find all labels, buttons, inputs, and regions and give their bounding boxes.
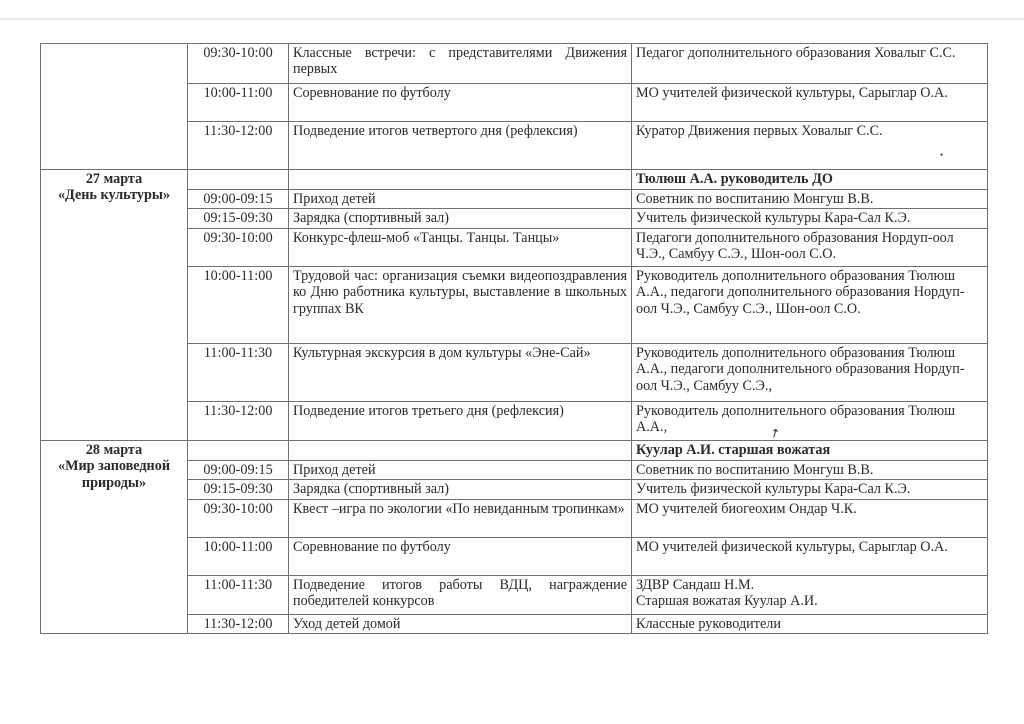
time-cell: 10:00-11:00 <box>188 84 289 122</box>
activity-cell: Подведение итогов работы ВДЦ, награждение победителей конкурсов <box>289 576 632 615</box>
day-date: 27 марта <box>85 171 143 187</box>
day-lead: Куулар А.И. старшая вожатая <box>632 441 988 461</box>
time-cell: 09:15-09:30 <box>188 480 289 500</box>
day-cell-27 <box>41 170 188 441</box>
activity-cell: Культурная экскурсия в дом культуры «Эне-Сай» <box>289 344 632 402</box>
responsible-cell: МО учителей физической культуры, Сарыглар О.А. <box>632 84 988 122</box>
time-cell-empty <box>188 170 289 190</box>
activity-cell: Квест –игра по экологии «По невиданным тропинкам» <box>289 500 632 538</box>
activity-cell: Подведение итогов третьего дня (рефлексия) <box>289 402 632 441</box>
responsible-cell: Руководитель дополнительного образования Тюлюш А.А., педагоги дополнительного образования Нордуп-оол Ч.Э., Самбуу С.Э., Шон-оол С.О. <box>632 267 988 344</box>
pen-mark-icon: ↗ <box>766 424 783 442</box>
table-row <box>41 441 988 461</box>
day-date: 28 марта <box>85 442 143 458</box>
activity-cell: Зарядка (спортивный зал) <box>289 209 632 229</box>
time-cell: 09:30-10:00 <box>188 500 289 538</box>
scan-artifact-line <box>0 18 1024 20</box>
time-cell: 11:30-12:00 <box>188 402 289 441</box>
activity-cell: Классные встречи: с представителями Движения первых <box>289 44 632 84</box>
day-theme: «День культуры» <box>57 187 171 204</box>
activity-cell-empty <box>289 170 632 190</box>
time-cell: 11:00-11:30 <box>188 576 289 615</box>
table-row <box>41 44 988 84</box>
time-cell: 09:30-10:00 <box>188 229 289 267</box>
responsible-cell: Учитель физической культуры Кара-Сал К.Э. <box>632 209 988 229</box>
responsible-cell: МО учителей физической культуры, Сарыглар О.А. <box>632 538 988 576</box>
activity-cell: Трудовой час: организация съемки видеопоздравления ко Дню работника культуры, выставление в школьных группах ВК <box>289 267 632 344</box>
responsible-cell: Учитель физической культуры Кара-Сал К.Э. <box>632 480 988 500</box>
activity-cell: Зарядка (спортивный зал) <box>289 480 632 500</box>
time-cell: 09:30-10:00 <box>188 44 289 84</box>
day-theme: «Мир заповедной природы» <box>57 458 170 491</box>
time-cell: 11:30-12:00 <box>188 615 289 634</box>
time-cell: 11:00-11:30 <box>188 344 289 402</box>
activity-cell: Соревнование по футболу <box>289 538 632 576</box>
time-cell: 10:00-11:00 <box>188 267 289 344</box>
activity-cell: Приход детей <box>289 461 632 480</box>
activity-cell: Уход детей домой <box>289 615 632 634</box>
responsible-cell: Руководитель дополнительного образования Тюлюш А.А., педагоги дополнительного образования Нордуп-оол Ч.Э., Самбуу С.Э., <box>632 344 988 402</box>
day-cell-continued <box>41 44 188 170</box>
responsible-cell: Советник по воспитанию Монгуш В.В. <box>632 461 988 480</box>
responsible-cell: ЗДВР Сандаш Н.М. Старшая вожатая Куулар А.И. <box>632 576 988 615</box>
responsible-cell: Педагог дополнительного образования Ховалыг С.С. <box>632 44 988 84</box>
day-lead: Тюлюш А.А. руководитель ДО <box>632 170 988 190</box>
responsible-cell: Классные руководители <box>632 615 988 634</box>
time-cell: 09:00-09:15 <box>188 190 289 209</box>
responsible-cell: Советник по воспитанию Монгуш В.В. <box>632 190 988 209</box>
responsible-cell: Куратор Движения первых Ховалыг С.С. <box>632 122 988 170</box>
time-cell: 09:15-09:30 <box>188 209 289 229</box>
activity-cell: Подведение итогов четвертого дня (рефлексия) <box>289 122 632 170</box>
responsible-cell: Руководитель дополнительного образования Тюлюш А.А., <box>632 402 988 441</box>
activity-cell: Приход детей <box>289 190 632 209</box>
table-row <box>41 170 988 190</box>
activity-cell: Соревнование по футболу <box>289 84 632 122</box>
day-cell-28 <box>41 441 188 634</box>
time-cell-empty <box>188 441 289 461</box>
activity-cell-empty <box>289 441 632 461</box>
schedule-table <box>40 43 988 634</box>
time-cell: 10:00-11:00 <box>188 538 289 576</box>
time-cell: 11:30-12:00 <box>188 122 289 170</box>
responsible-cell: Педагоги дополнительного образования Нордуп-оол Ч.Э., Самбуу С.Э., Шон-оол С.О. <box>632 229 988 267</box>
dot-mark-icon: • <box>940 150 944 160</box>
responsible-cell: МО учителей биогеохим Ондар Ч.К. <box>632 500 988 538</box>
time-cell: 09:00-09:15 <box>188 461 289 480</box>
activity-cell: Конкурс-флеш-моб «Танцы. Танцы. Танцы» <box>289 229 632 267</box>
